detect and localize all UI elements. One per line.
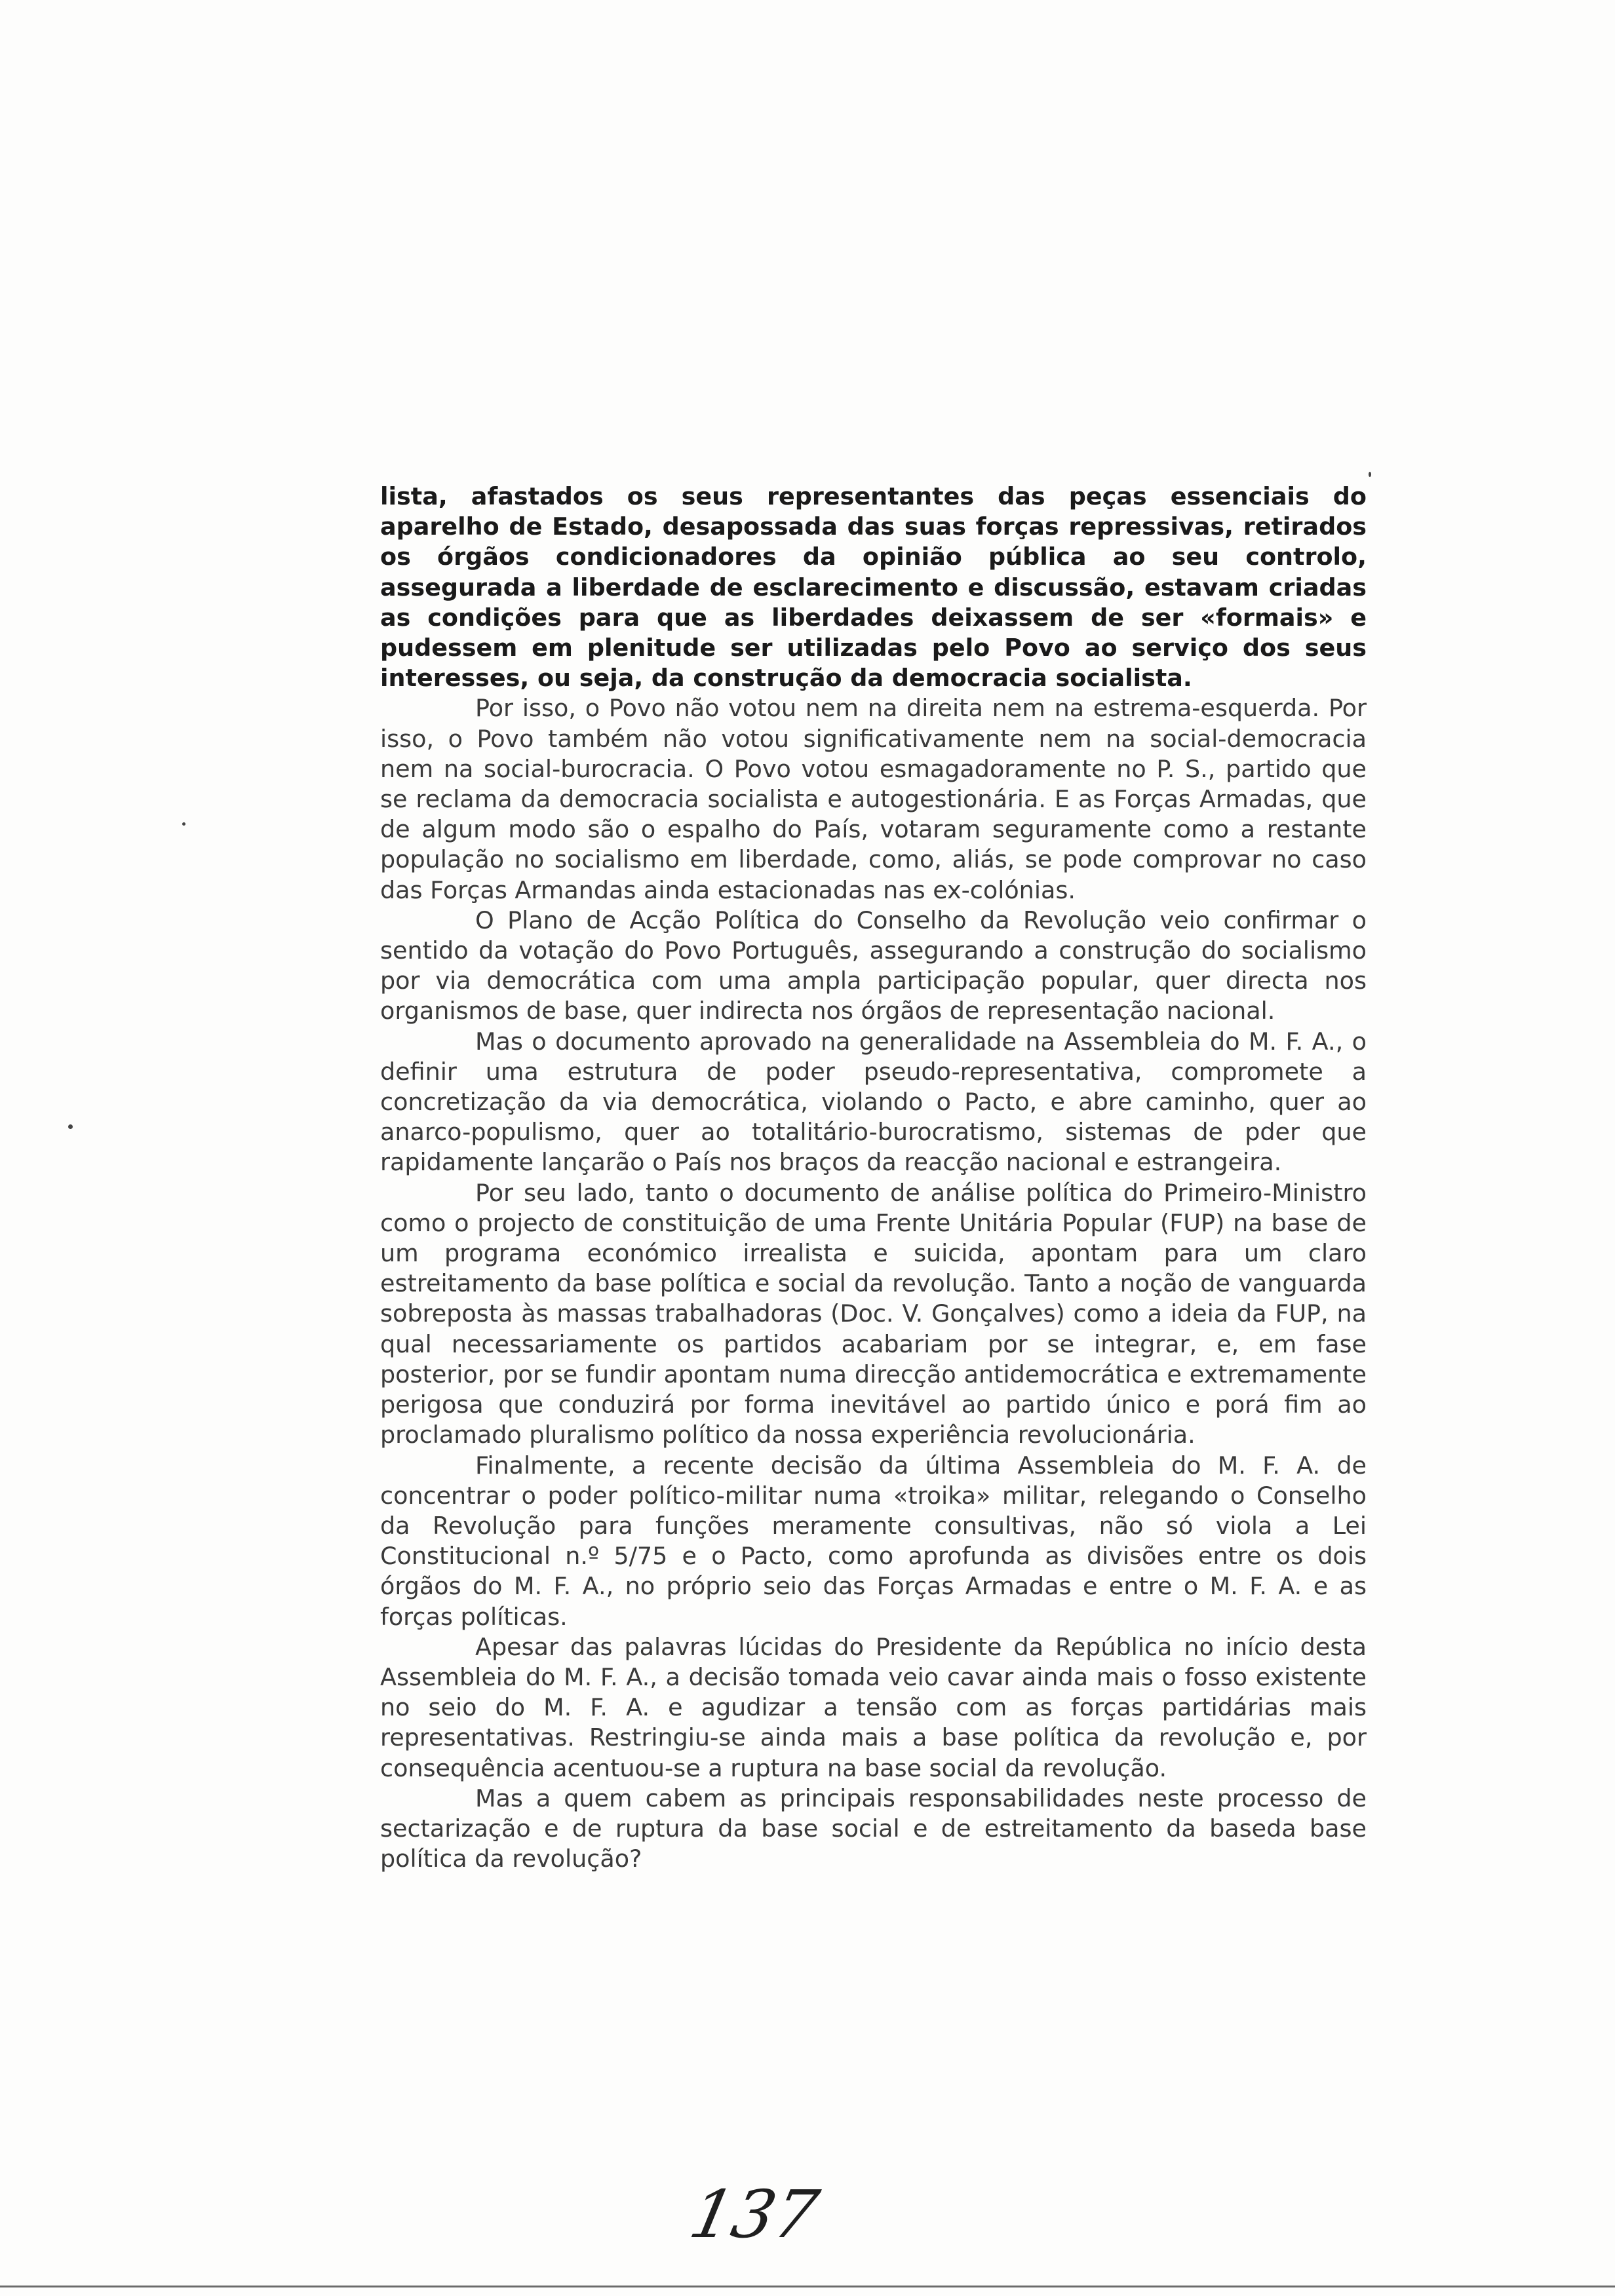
handwritten-page-number: 137 (683, 2176, 825, 2253)
paragraph-7: Apesar das palavras lúcidas do Presidente da República no início desta Assembleia do M. F. A., a decisão tomada veio cavar ainda mais o fosso existente no seio do M. F. A. e agudizar a tensão com as forças partidárias mais representativas. Restringiu-se ainda mais a base política da revolução e, por consequência acentuou-se a ruptura na base social da revolução. (380, 1632, 1367, 1782)
paragraph-2: Por isso, o Povo não votou nem na direita nem na estrema-esquerda. Por isso, o Povo também não votou significativamente nem na social-democracia nem na social-burocracia. O Povo votou esmagadoramente no P. S., partido que se reclama da democracia socialista e autogestionária. E as Forças Armadas, que de algum modo são o espalho do País, votaram seguramente como a restante população no socialismo em liberdade, como, aliás, se pode comprovar no caso das Forças Armandas ainda estacionadas nas ex-colónias. (380, 694, 1367, 904)
scan-speck (68, 1124, 73, 1129)
scan-speck (182, 822, 185, 826)
scan-bottom-edge (0, 2286, 1615, 2287)
paragraph-1: lista, afastados os seus representantes das peças essenciais do aparelho de Estado, desapossada das suas forças repressivas, retirados os órgãos condicionadores da opinião pública ao seu controlo, assegurada a liberdade de esclarecimento e discussão, estavam criadas as condições para que as liberdades deixassem de ser «formais» e pudessem em plenitude ser utilizadas pelo Povo ao serviço dos seus interesses, ou seja, da construção da democracia socialista. (380, 482, 1367, 693)
body-text (380, 482, 1367, 1874)
paragraph-6: Finalmente, a recente decisão da última Assembleia do M. F. A. de concentrar o poder político-militar numa «troika» militar, relegando o Conselho da Revolução para funções meramente consultivas, não só viola a Lei Constitucional n.º 5/75 e o Pacto, como aprofunda as divisões entre os dois órgãos do M. F. A., no próprio seio das Forças Armadas e entre o M. F. A. e as forças políticas. (380, 1451, 1367, 1631)
paragraph-5: Por seu lado, tanto o documento de análise política do Primeiro-Ministro como o projecto de constituição de uma Frente Unitária Popular (FUP) na base de um programa económico irrealista e suicida, apontam para um claro estreitamento da base política e social da revolução. Tanto a noção de vanguarda sobreposta às massas trabalhadoras (Doc. V. Gonçalves) como a ideia da FUP, na qual necessariamente os partidos acabariam por se integrar, e, em fase posterior, por se fundir apontam numa direcção antidemocrática e extremamente perigosa que conduzirá por forma inevitável ao partido único e porá fim ao proclamado pluralismo político da nossa experiência revolucionária. (380, 1178, 1367, 1449)
paragraph-8: Mas a quem cabem as principais responsabilidades neste processo de sectarização e de ruptura da base social e de estreitamento da baseda base política da revolução? (380, 1784, 1367, 1873)
paragraph-3: O Plano de Acção Política do Conselho da Revolução veio confirmar o sentido da votação do Povo Português, assegurando a construção do socialismo por via democrática com uma ampla participação popular, quer directa nos organismos de base, quer indirecta nos órgãos de representação nacional. (380, 906, 1367, 1025)
paragraph-4: Mas o documento aprovado na generalidade na Assembleia do M. F. A., o definir uma estrutura de poder pseudo-representativa, compromete a concretização da via democrática, violando o Pacto, e abre caminho, quer ao anarco-populismo, quer ao totalitário-burocratismo, sistemas de pder que rapidamente lançarão o País nos braços da reacção nacional e estrangeira. (380, 1027, 1367, 1177)
scan-speck (1369, 472, 1371, 477)
